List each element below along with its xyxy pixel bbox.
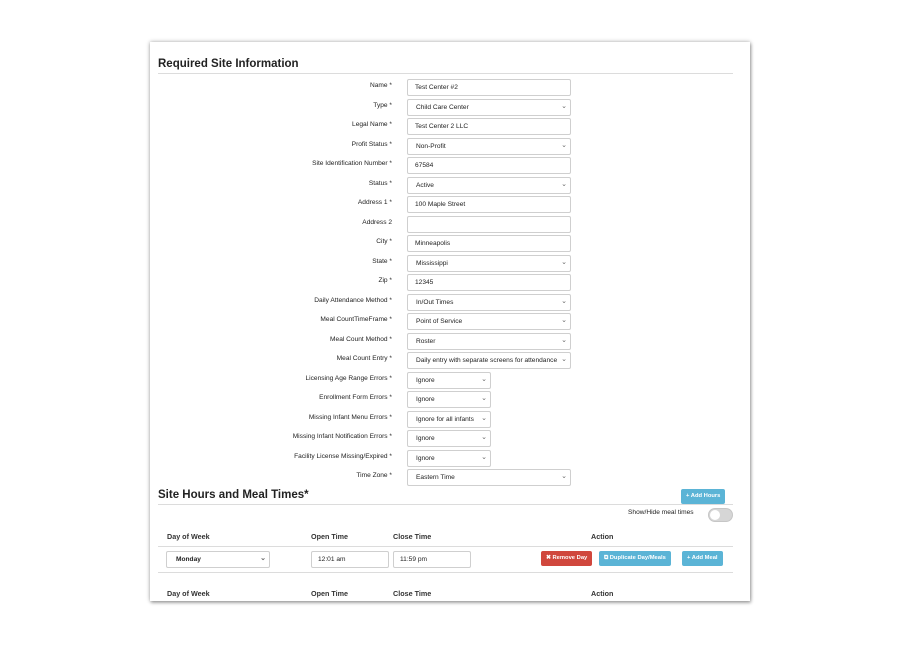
- field-value: Mississippi: [416, 259, 448, 267]
- table-header-divider: [158, 546, 733, 547]
- field-label: Address 1 *: [357, 199, 392, 206]
- open-time-input[interactable]: 12:01 am: [311, 551, 389, 568]
- col-day-of-week: Day of Week: [167, 532, 210, 541]
- field-value: Ignore: [416, 376, 435, 384]
- day-select-value: Monday: [176, 556, 201, 563]
- field-value: Daily entry with separate screens for attendance: [416, 357, 558, 364]
- field-label: City *: [376, 238, 392, 245]
- col-close-time: Close Time: [393, 532, 432, 541]
- field-label: Address 2: [362, 218, 392, 226]
- field-label: Meal Count Entry *: [336, 355, 392, 362]
- form-row: [150, 411, 750, 428]
- select-field[interactable]: [407, 177, 571, 194]
- field-label: Type *: [373, 101, 392, 109]
- form-row: [150, 157, 750, 174]
- form-row: [150, 138, 750, 155]
- meal-times-toggle-label: Show/Hide meal times: [628, 509, 694, 516]
- chevron-down-icon: ⌄: [481, 375, 487, 383]
- field-value: Eastern Time: [416, 474, 455, 481]
- chevron-down-icon: ⌄: [561, 180, 567, 188]
- field-value: Roster: [416, 337, 436, 345]
- field-label: Profit Status *: [351, 140, 392, 148]
- text-field[interactable]: [407, 196, 571, 213]
- col-close-time: Close Time: [393, 589, 432, 598]
- col-open-time: Open Time: [311, 532, 349, 541]
- field-label: Status *: [368, 179, 392, 187]
- field-value: Child Care Center: [416, 103, 469, 111]
- hours-section-title: Site Hours and Meal Times*: [158, 489, 309, 501]
- toggle-knob: [710, 510, 720, 520]
- select-field[interactable]: [407, 313, 571, 330]
- field-label: Legal Name *: [352, 121, 392, 128]
- field-value: Ignore: [416, 435, 435, 442]
- form-row: [150, 469, 750, 486]
- chevron-down-icon: ⌄: [561, 258, 567, 266]
- form-row: [150, 391, 750, 408]
- field-label: Enrollment Form Errors *: [319, 394, 392, 401]
- site-form-card: [150, 42, 750, 601]
- form-row: [150, 450, 750, 467]
- field-value: 12345: [415, 279, 434, 286]
- select-field[interactable]: [407, 430, 491, 447]
- chevron-down-icon: ⌄: [561, 297, 567, 305]
- add-hours-button[interactable]: + Add Hours: [681, 489, 725, 504]
- form-row: [150, 430, 750, 447]
- form-row: [150, 216, 750, 233]
- select-field[interactable]: [407, 469, 571, 486]
- field-value: Point of Service: [416, 318, 463, 325]
- col-day-of-week: Day of Week: [167, 589, 210, 598]
- form-row: [150, 196, 750, 213]
- field-value: Ignore for all infants: [416, 415, 474, 423]
- text-field[interactable]: [407, 118, 571, 135]
- field-label: Licensing Age Range Errors *: [305, 374, 392, 382]
- meal-times-toggle[interactable]: [708, 508, 733, 522]
- chevron-down-icon: ⌄: [561, 317, 567, 324]
- field-value: Minneapolis: [415, 240, 451, 247]
- form-row: [150, 79, 750, 96]
- close-time-input[interactable]: 11:59 pm: [393, 551, 471, 568]
- remove-day-button[interactable]: ✖ Remove Day: [541, 551, 592, 566]
- field-label: Facility License Missing/Expired *: [294, 452, 392, 460]
- select-field[interactable]: [407, 391, 491, 408]
- select-field[interactable]: [407, 411, 491, 428]
- form-row: [150, 235, 750, 252]
- add-meal-button[interactable]: + Add Meal: [682, 551, 723, 566]
- select-field[interactable]: [407, 450, 491, 467]
- form-row: [150, 313, 750, 330]
- field-value: Ignore: [416, 396, 435, 403]
- form-row: [150, 255, 750, 272]
- form-row: [150, 118, 750, 135]
- chevron-down-icon: ⌄: [561, 141, 567, 149]
- select-field[interactable]: [407, 372, 491, 389]
- field-value: Non-Profit: [416, 142, 446, 150]
- col-action: Action: [591, 532, 614, 541]
- text-field[interactable]: [407, 79, 571, 96]
- required-section-divider: [158, 73, 733, 74]
- chevron-down-icon: ⌄: [561, 473, 567, 480]
- day-select[interactable]: [166, 551, 270, 568]
- select-field[interactable]: [407, 138, 571, 155]
- field-label: Meal Count Method *: [330, 335, 392, 343]
- select-field[interactable]: [407, 333, 571, 350]
- select-field[interactable]: [407, 352, 571, 369]
- field-value: Test Center 2 LLC: [415, 123, 469, 130]
- chevron-down-icon: ⌄: [260, 555, 266, 562]
- chevron-down-icon: ⌄: [481, 434, 487, 441]
- form-row: [150, 333, 750, 350]
- field-value: 67584: [415, 162, 434, 169]
- select-field[interactable]: [407, 99, 571, 116]
- field-value: Test Center #2: [415, 84, 458, 91]
- field-label: Time Zone *: [356, 472, 392, 479]
- duplicate-day-button[interactable]: ⧉ Duplicate Day/Meals: [599, 551, 671, 566]
- field-label: Name *: [370, 82, 392, 89]
- chevron-down-icon: ⌄: [561, 356, 567, 363]
- text-field[interactable]: [407, 157, 571, 174]
- field-label: Missing Infant Menu Errors *: [308, 413, 392, 421]
- form-row: [150, 99, 750, 116]
- hours-section-divider: [158, 504, 733, 505]
- chevron-down-icon: ⌄: [561, 336, 567, 344]
- chevron-down-icon: ⌄: [481, 395, 487, 402]
- field-label: Missing Infant Notification Errors *: [292, 433, 392, 440]
- field-value: Ignore: [416, 454, 435, 462]
- field-label: Daily Attendance Method *: [314, 296, 392, 304]
- select-field[interactable]: [407, 294, 571, 311]
- field-value: 100 Maple Street: [415, 201, 466, 208]
- form-row: [150, 274, 750, 291]
- field-value: In/Out Times: [416, 298, 454, 306]
- field-label: Site Identification Number *: [312, 160, 392, 167]
- col-action: Action: [591, 589, 614, 598]
- required-section-title: Required Site Information: [158, 58, 299, 70]
- field-label: Zip *: [378, 277, 392, 284]
- select-field[interactable]: [407, 255, 571, 272]
- field-value: Active: [416, 181, 434, 189]
- form-row: [150, 294, 750, 311]
- field-label: State *: [372, 257, 392, 265]
- field-label: Meal CountTimeFrame *: [320, 316, 392, 323]
- form-row: [150, 352, 750, 369]
- form-row: [150, 177, 750, 194]
- text-field[interactable]: [407, 235, 571, 252]
- chevron-down-icon: ⌄: [561, 102, 567, 110]
- col-open-time: Open Time: [311, 589, 349, 598]
- row-divider: [158, 572, 733, 573]
- chevron-down-icon: ⌄: [481, 414, 487, 422]
- form-row: [150, 372, 750, 389]
- chevron-down-icon: ⌄: [481, 453, 487, 461]
- text-field[interactable]: [407, 274, 571, 291]
- text-field[interactable]: [407, 216, 571, 233]
